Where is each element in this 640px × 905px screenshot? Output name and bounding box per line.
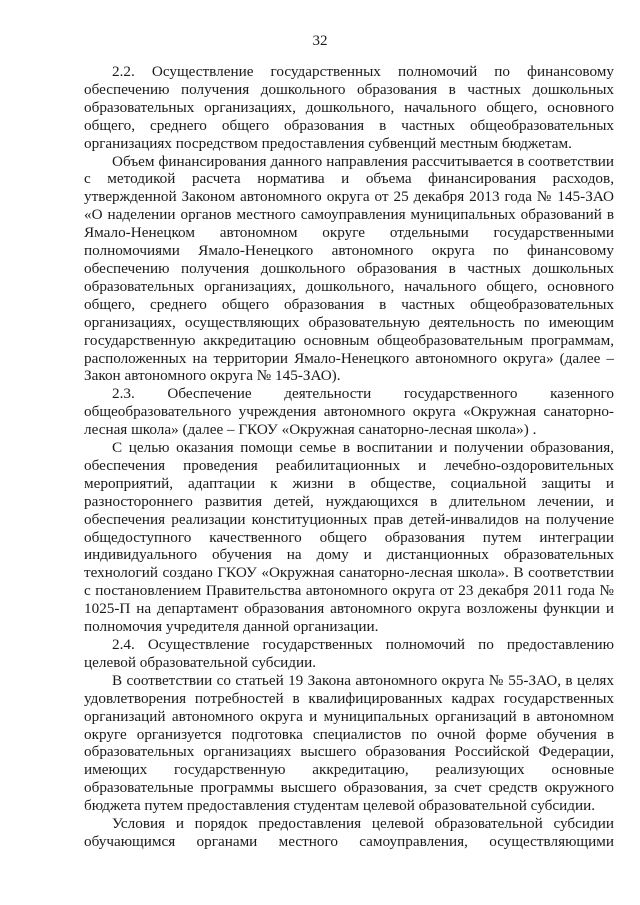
paragraph-article-19: В соответствии со статьей 19 Закона автономного округа № 55-ЗАО, в целях удовлетворения потребностей в квалифицированных кадрах государственных организаций автономного округа и муниципальных организаций в автономном округе организуется подготовка специалистов по очной форме обучения в образовательных организациях высшего образования Российской Федерации, имеющих государственную аккредитацию, реализующих основные образовательные программы высшего образования, за счет средств окружного бюджета путем предоставления студентам целевой образовательной субсидии. — [84, 671, 614, 815]
paragraph-financing-method: Объем финансирования данного направления рассчитывается в соответствии с методикой расчета норматива и объема финансирования расходов, утвержденной Законом автономного округа от 25 декабря 2013 года № 145-ЗАО «О наделении органов местного самоуправления муниципальных образований в Ямало-Ненецком автономном округе отдельными государственными полномочиями Ямало-Ненецкого автономного округа по финансовому обеспечению получения дошкольного образования в частных дошкольных образовательных организациях, дошкольного, начального общего, основного общего, среднего общего образования в частных общеобразовательных организациях, осуществляющих образовательную деятельность по имеющим государственную аккредитацию основным общеобразовательным программам, расположенных на территории Ямало-Ненецкого автономного округа» (далее – Закон автономного округа № 145-ЗАО). — [84, 152, 614, 385]
document-body — [84, 63, 614, 851]
paragraph-subsidy-conditions: Условия и порядок предоставления целевой образовательной субсидии обучающимся органами местного самоуправления, осуществляющими — [84, 815, 614, 850]
paragraph-school-purpose: С целью оказания помощи семье в воспитании и получении образования, обеспечения проведения реабилитационных и лечебно-оздоровительных мероприятий, адаптации к жизни в обществе, социальной защиты и разностороннего развития детей, нуждающихся в длительном лечении, и обеспечения реализации конституционных прав детей-инвалидов на получение общедоступного качественного общего образования путем интеграции индивидуального обучения на дому и дистанционных образовательных технологий создано ГКОУ «Окружная санаторно-лесная школа». В соответствии с постановлением Правительства автономного округа от 23 декабря 2011 года № 1025-П на департамент образования автономного округа возложены функции и полномочия учредителя данной организации. — [84, 439, 614, 636]
paragraph-section-2-3: 2.3. Обеспечение деятельности государственного казенного общеобразовательного учреждения автономного округа «Окружная санаторно-лесная школа» (далее – ГКОУ «Окружная санаторно-лесная школа») . — [84, 385, 614, 439]
paragraph-section-2-2: 2.2. Осуществление государственных полномочий по финансовому обеспечению получения дошкольного образования в частных дошкольных образовательных организациях, дошкольного, начального общего, основного общего, среднего общего образования в частных общеобразовательных организациях посредством предоставления субвенций местным бюджетам. — [84, 63, 614, 152]
paragraph-section-2-4: 2.4. Осуществление государственных полномочий по предоставлению целевой образовательной субсидии. — [84, 636, 614, 671]
page-number: 32 — [312, 33, 328, 49]
